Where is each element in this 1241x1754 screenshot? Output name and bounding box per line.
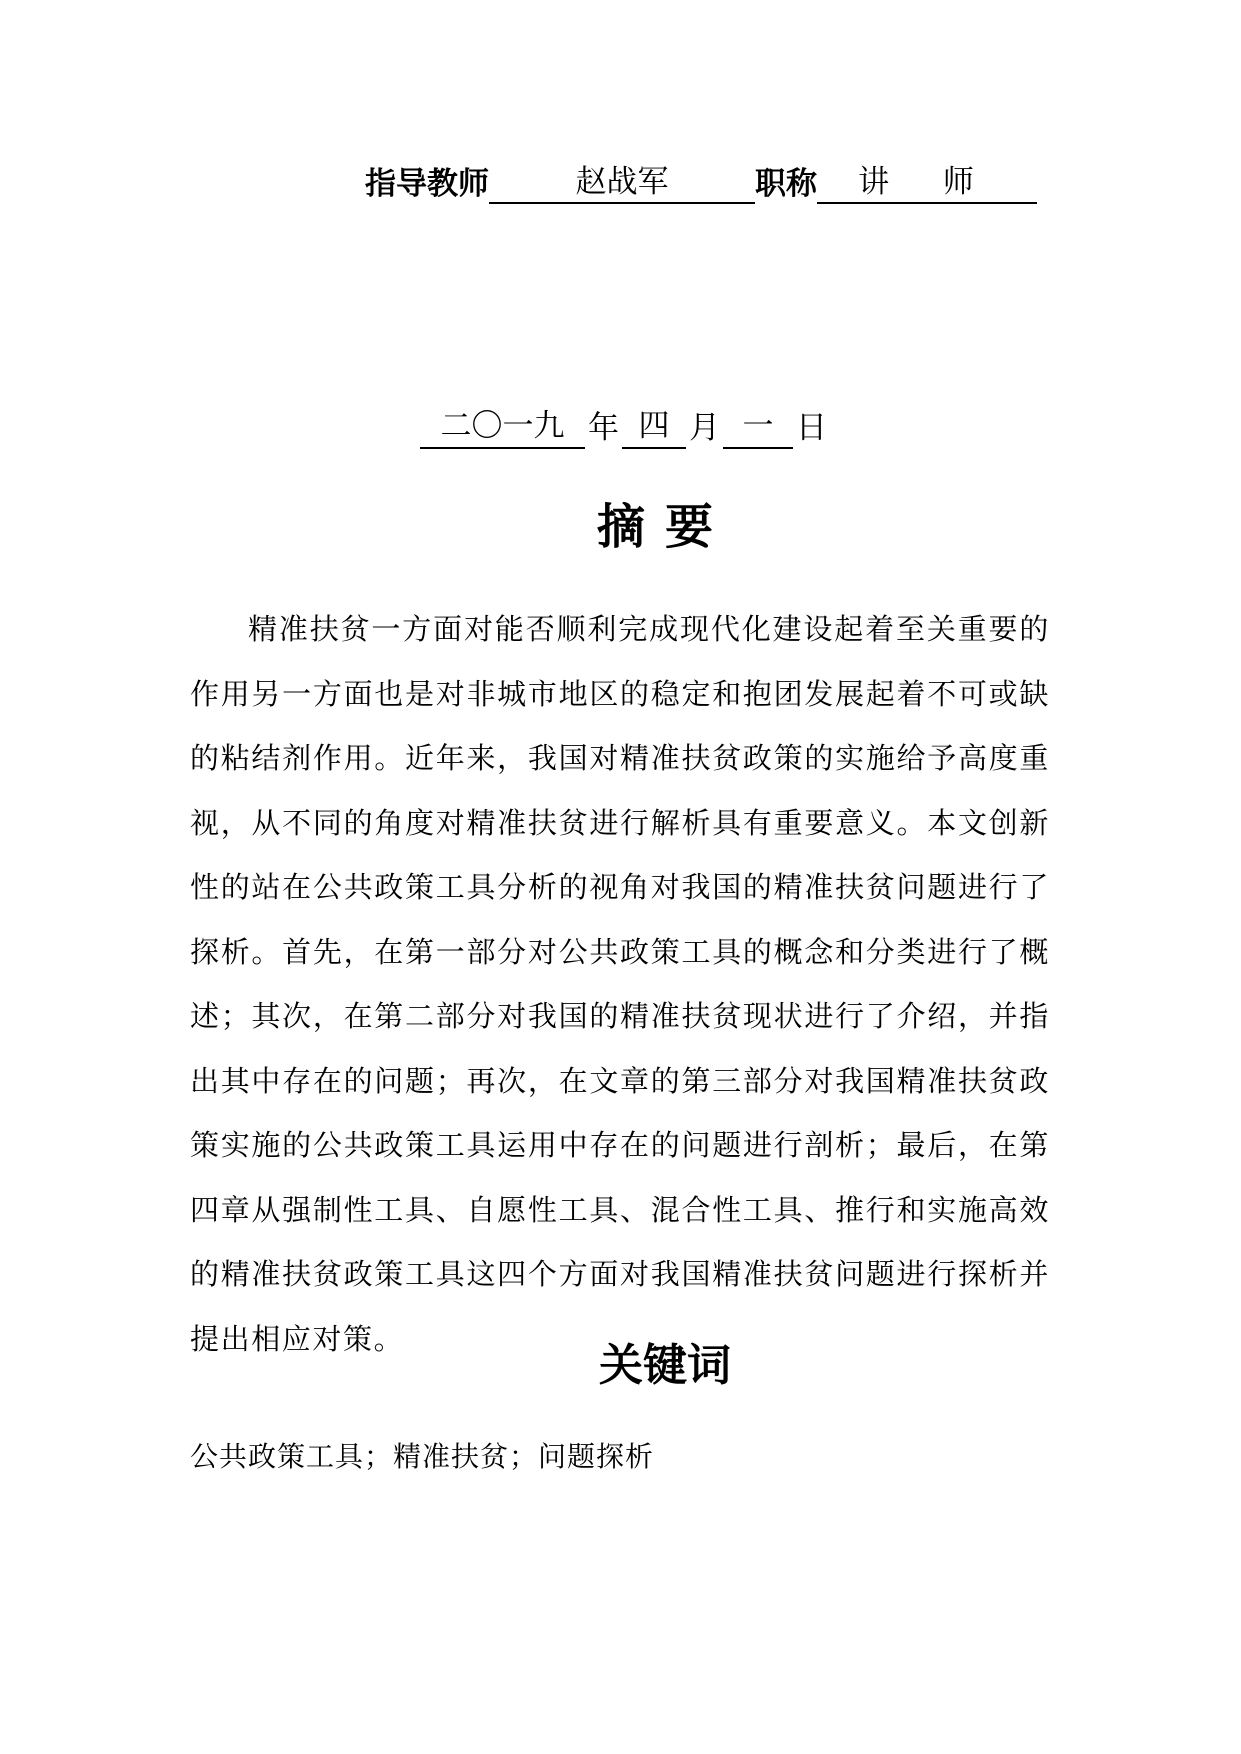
date-year: 二〇一九: [420, 405, 585, 449]
date-day-unit: 日: [796, 410, 827, 446]
title-value: 讲 师: [817, 162, 1037, 204]
title-label: 职称: [755, 166, 817, 202]
date-month: 四: [622, 405, 686, 449]
date-year-unit: 年: [588, 410, 619, 446]
date-line: [420, 405, 830, 449]
abstract-heading: 摘要: [596, 499, 733, 555]
date-day: 一: [723, 405, 793, 449]
keywords-heading: 关键词: [599, 1340, 731, 1391]
date-month-unit: 月: [689, 410, 720, 446]
abstract-text: 精准扶贫一方面对能否顺利完成现代化建设起着至关重要的作用另一方面也是对非城市地区的稳定和抱团发展起着不可或缺的粘结剂作用。近年来，我国对精准扶贫政策的实施给予高度重视，从不同的角度对精准扶贫进行解析具有重要意义。本文创新性的站在公共政策工具分析的视角对我国的精准扶贫问题进行了探析。首先，在第一部分对公共政策工具的概念和分类进行了概述；其次，在第二部分对我国的精准扶贫现状进行了介绍，并指出其中存在的问题；再次，在文章的第三部分对我国精准扶贫政策实施的公共政策工具运用中存在的问题进行剖析；最后，在第四章从强制性工具、自愿性工具、混合性工具、推行和实施高效的精准扶贫政策工具这四个方面对我国精准扶贫问题进行探析并提出相应对策。: [190, 612, 1050, 1356]
advisor-label: 指导教师: [365, 166, 489, 202]
advisor-name: 赵战军: [489, 162, 755, 204]
advisor-line: [365, 160, 1037, 204]
keywords-text: 公共政策工具；精准扶贫；问题探析: [190, 1440, 655, 1473]
